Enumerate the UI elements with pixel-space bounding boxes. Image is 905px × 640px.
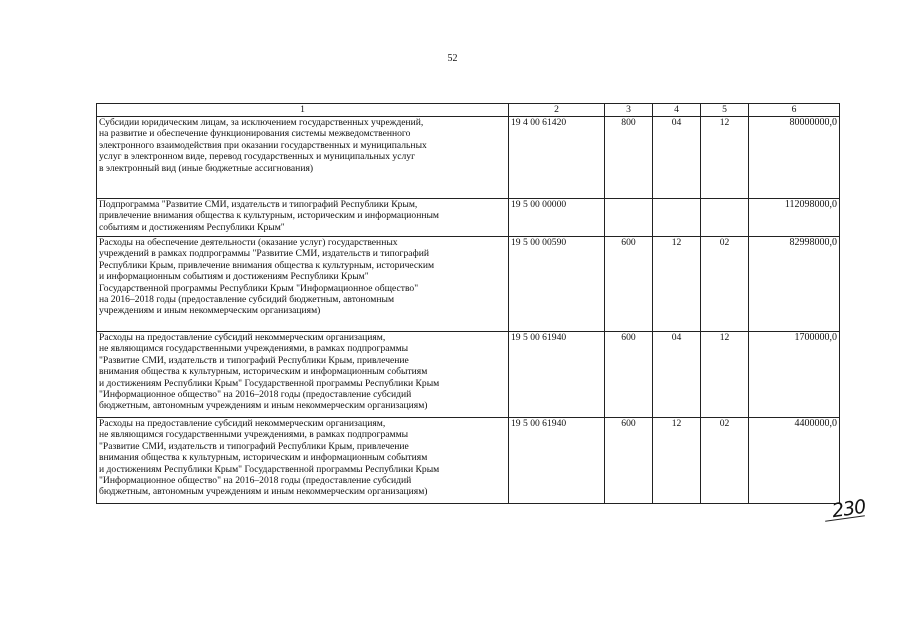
table-row bbox=[97, 199, 840, 237]
expense-name: Расходы на предоставление субсидий некоммерческим организациям, не являющимся государственными учреждениями, в рамках подпрограммы "Развитие СМИ, издательств и типографий Республики Крым, привлечение внимания общества к культурным, историческим и информационным событиям и достижениям Республики Крым" Государственной программы Республики Крым "Информационное общество" на 2016–2018 годы (предоставление субсидий бюджетным, автономным учреждениям и иным некоммерческим организациям) bbox=[97, 418, 509, 504]
table-header-row bbox=[97, 104, 840, 117]
column-header: 1 bbox=[97, 104, 509, 117]
subsection: 02 bbox=[701, 237, 749, 332]
column-header: 2 bbox=[509, 104, 605, 117]
column-header: 3 bbox=[605, 104, 653, 117]
subsection bbox=[701, 199, 749, 237]
amount: 82998000,0 bbox=[749, 237, 840, 332]
amount: 80000000,0 bbox=[749, 117, 840, 199]
section: 12 bbox=[653, 418, 701, 504]
table-row bbox=[97, 117, 840, 199]
table-row bbox=[97, 332, 840, 418]
budget-code: 19 5 00 00000 bbox=[509, 199, 605, 237]
expense-name: Подпрограмма "Развитие СМИ, издательств и типографий Республики Крым, привлечение внимания общества к культурным, историческим и информационным событиям и достижениям Республики Крым" bbox=[97, 199, 509, 237]
expense-type: 800 bbox=[605, 117, 653, 199]
amount: 112098000,0 bbox=[749, 199, 840, 237]
subsection: 12 bbox=[701, 332, 749, 418]
column-header: 4 bbox=[653, 104, 701, 117]
section bbox=[653, 199, 701, 237]
amount: 4400000,0 bbox=[749, 418, 840, 504]
expense-name: Расходы на обеспечение деятельности (оказание услуг) государственных учреждений в рамках подпрограммы "Развитие СМИ, издательств и типографий Республики Крым, привлечение внимания общества к культурным, историческим и информационным событиям и достижениям Республики Крым" Государственной программы Республики Крым "Информационное общество" на 2016–2018 годы (предоставление субсидий бюджетным, автономным учреждениям и иным некоммерческим организациям) bbox=[97, 237, 509, 332]
subsection: 02 bbox=[701, 418, 749, 504]
expense-name: Субсидии юридическим лицам, за исключением государственных учреждений, на развитие и обеспечение функционирования системы межведомственного электронного взаимодействия при оказании государственных и муниципальных услуг в электронном виде, перевод государственных и муниципальных услуг в электронный вид (иные бюджетные ассигнования) bbox=[97, 117, 509, 199]
table-row bbox=[97, 237, 840, 332]
budget-code: 19 5 00 61940 bbox=[509, 332, 605, 418]
expense-type: 600 bbox=[605, 418, 653, 504]
budget-code: 19 4 00 61420 bbox=[509, 117, 605, 199]
section: 04 bbox=[653, 332, 701, 418]
subsection: 12 bbox=[701, 117, 749, 199]
column-header: 6 bbox=[749, 104, 840, 117]
budget-code: 19 5 00 00590 bbox=[509, 237, 605, 332]
amount: 1700000,0 bbox=[749, 332, 840, 418]
section: 12 bbox=[653, 237, 701, 332]
budget-code: 19 5 00 61940 bbox=[509, 418, 605, 504]
table-row bbox=[97, 418, 840, 504]
expense-type: 600 bbox=[605, 237, 653, 332]
expense-type bbox=[605, 199, 653, 237]
budget-table bbox=[96, 103, 840, 504]
expense-name: Расходы на предоставление субсидий некоммерческим организациям, не являющимся государственными учреждениями, в рамках подпрограммы "Развитие СМИ, издательств и типографий Республики Крым, привлечение внимания общества к культурным, историческим и информационным событиям и достижениям Республики Крым" Государственной программы Республики Крым "Информационное общество" на 2016–2018 годы (предоставление субсидий бюджетным, автономным учреждениям и иным некоммерческим организациям) bbox=[97, 332, 509, 418]
column-header: 5 bbox=[701, 104, 749, 117]
expense-type: 600 bbox=[605, 332, 653, 418]
handwritten-page-mark: 230 bbox=[830, 495, 867, 523]
section: 04 bbox=[653, 117, 701, 199]
page-number: 52 bbox=[447, 53, 458, 64]
